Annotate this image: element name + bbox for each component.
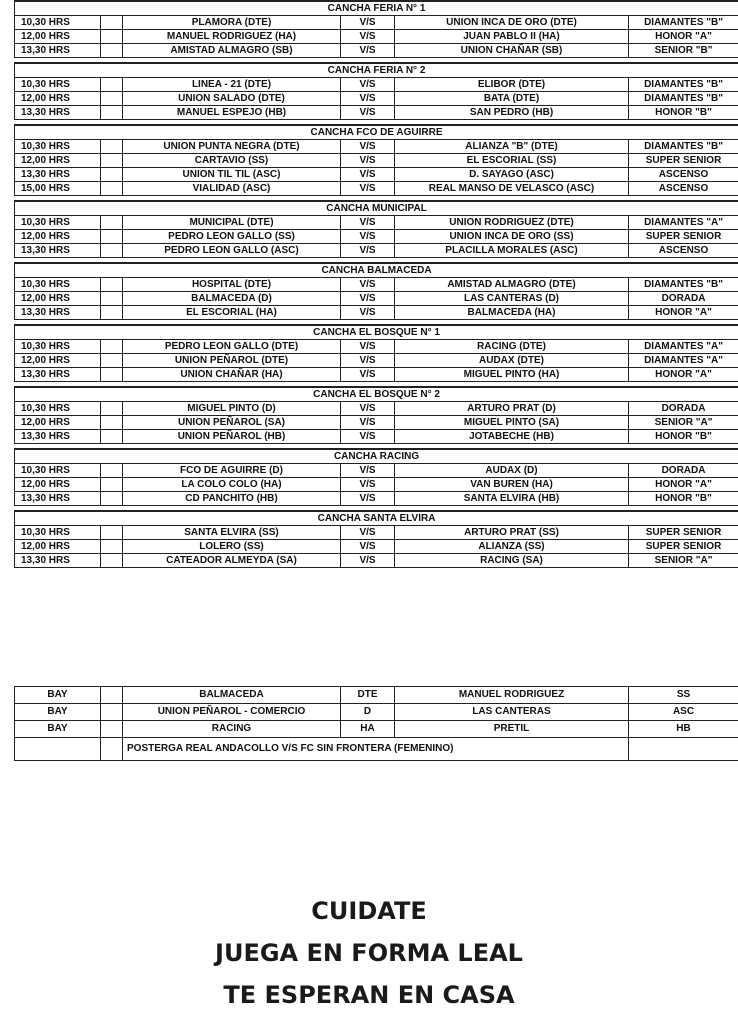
match-category: SENIOR "B" xyxy=(629,44,738,58)
versus-label: V/S xyxy=(341,292,395,306)
match-blank xyxy=(101,416,123,430)
match-category: HONOR "A" xyxy=(629,368,738,382)
match-category: SENIOR "A" xyxy=(629,554,738,568)
note-blank-1 xyxy=(15,738,101,761)
home-team: BALMACEDA (D) xyxy=(123,292,341,306)
match-time: 13,30 HRS xyxy=(15,554,101,568)
match-blank xyxy=(101,554,123,568)
match-time: 10,30 HRS xyxy=(15,278,101,292)
bay-category: HB xyxy=(629,721,738,738)
home-team: MUNICIPAL (DTE) xyxy=(123,216,341,230)
match-category: ASCENSO xyxy=(629,182,738,196)
versus-label: V/S xyxy=(341,478,395,492)
match-blank xyxy=(101,168,123,182)
match-time: 13,30 HRS xyxy=(15,44,101,58)
home-team: LOLERO (SS) xyxy=(123,540,341,554)
match-category: HONOR "B" xyxy=(629,430,738,444)
venue-title: CANCHA RACING xyxy=(15,449,738,464)
match-blank xyxy=(101,464,123,478)
venue-header-row xyxy=(15,201,738,216)
home-team: LA COLO COLO (HA) xyxy=(123,478,341,492)
match-row xyxy=(15,92,738,106)
match-row xyxy=(15,430,738,444)
match-category: SUPER SENIOR xyxy=(629,526,738,540)
bay-table xyxy=(14,686,738,761)
match-row xyxy=(15,216,738,230)
bay-row xyxy=(15,687,738,704)
versus-label: V/S xyxy=(341,464,395,478)
match-blank xyxy=(101,430,123,444)
home-team: CARTAVIO (SS) xyxy=(123,154,341,168)
match-category: DIAMANTES "B" xyxy=(629,78,738,92)
fixture-schedule xyxy=(14,0,738,568)
away-team: UNION INCA DE ORO (DTE) xyxy=(395,16,629,30)
bay-category: ASC xyxy=(629,704,738,721)
match-row xyxy=(15,416,738,430)
match-row xyxy=(15,540,738,554)
slogan-line-3: TE ESPERAN EN CASA xyxy=(223,981,515,1009)
match-blank xyxy=(101,540,123,554)
versus-label: V/S xyxy=(341,368,395,382)
match-time: 13,30 HRS xyxy=(15,368,101,382)
away-team: BATA (DTE) xyxy=(395,92,629,106)
home-team: UNION SALADO (DTE) xyxy=(123,92,341,106)
match-row xyxy=(15,140,738,154)
away-team: EL ESCORIAL (SS) xyxy=(395,154,629,168)
versus-label: V/S xyxy=(341,216,395,230)
match-time: 12,00 HRS xyxy=(15,478,101,492)
match-row xyxy=(15,354,738,368)
match-blank xyxy=(101,16,123,30)
versus-label: V/S xyxy=(341,168,395,182)
bay-opponent: PRETIL xyxy=(395,721,629,738)
away-team: MIGUEL PINTO (HA) xyxy=(395,368,629,382)
venue-title: CANCHA EL BOSQUE N° 2 xyxy=(15,387,738,402)
match-blank xyxy=(101,402,123,416)
venue-header-row xyxy=(15,387,738,402)
venue-header-row xyxy=(15,325,738,340)
venue-title: CANCHA MUNICIPAL xyxy=(15,201,738,216)
home-team: CATEADOR ALMEYDA (SA) xyxy=(123,554,341,568)
match-blank xyxy=(101,216,123,230)
versus-label: V/S xyxy=(341,154,395,168)
versus-label: V/S xyxy=(341,16,395,30)
versus-label: V/S xyxy=(341,244,395,258)
versus-label: V/S xyxy=(341,92,395,106)
venue-title: CANCHA FERIA N° 1 xyxy=(15,1,738,16)
away-team: AMISTAD ALMAGRO (DTE) xyxy=(395,278,629,292)
match-category: SUPER SENIOR xyxy=(629,154,738,168)
home-team: AMISTAD ALMAGRO (SB) xyxy=(123,44,341,58)
match-category: ASCENSO xyxy=(629,244,738,258)
match-category: SENIOR "A" xyxy=(629,416,738,430)
match-category: SUPER SENIOR xyxy=(629,540,738,554)
schedule-body xyxy=(15,1,738,568)
match-row xyxy=(15,278,738,292)
home-team: UNION PEÑAROL (HB) xyxy=(123,430,341,444)
match-row xyxy=(15,292,738,306)
bay-blank xyxy=(101,704,123,721)
match-blank xyxy=(101,340,123,354)
versus-label: V/S xyxy=(341,554,395,568)
venue-header-row xyxy=(15,263,738,278)
away-team: BALMACEDA (HA) xyxy=(395,306,629,320)
bay-opponent: LAS CANTERAS xyxy=(395,704,629,721)
match-category: DIAMANTES "B" xyxy=(629,16,738,30)
match-row xyxy=(15,154,738,168)
match-row xyxy=(15,526,738,540)
match-category: DORADA xyxy=(629,464,738,478)
match-category: DORADA xyxy=(629,292,738,306)
away-team: D. SAYAGO (ASC) xyxy=(395,168,629,182)
match-category: HONOR "B" xyxy=(629,106,738,120)
match-blank xyxy=(101,278,123,292)
match-time: 12,00 HRS xyxy=(15,292,101,306)
match-category: DORADA xyxy=(629,402,738,416)
versus-label: V/S xyxy=(341,526,395,540)
match-row xyxy=(15,478,738,492)
match-time: 13,30 HRS xyxy=(15,106,101,120)
home-team: CD PANCHITO (HB) xyxy=(123,492,341,506)
bay-team: RACING xyxy=(123,721,341,738)
venue-title: CANCHA SANTA ELVIRA xyxy=(15,511,738,526)
versus-label: V/S xyxy=(341,106,395,120)
match-time: 13,30 HRS xyxy=(15,430,101,444)
match-time: 12,00 HRS xyxy=(15,230,101,244)
home-team: UNION CHAÑAR (HA) xyxy=(123,368,341,382)
venue-header-row xyxy=(15,63,738,78)
match-blank xyxy=(101,526,123,540)
match-time: 12,00 HRS xyxy=(15,540,101,554)
home-team: PEDRO LEON GALLO (DTE) xyxy=(123,340,341,354)
schedule-table xyxy=(14,0,738,568)
match-blank xyxy=(101,140,123,154)
match-row xyxy=(15,368,738,382)
venue-header-row xyxy=(15,1,738,16)
venue-title: CANCHA EL BOSQUE N° 1 xyxy=(15,325,738,340)
away-team: ALIANZA (SS) xyxy=(395,540,629,554)
match-category: ASCENSO xyxy=(629,168,738,182)
match-row xyxy=(15,492,738,506)
match-category: HONOR "A" xyxy=(629,30,738,44)
bay-code: D xyxy=(341,704,395,721)
match-time: 10,30 HRS xyxy=(15,216,101,230)
home-team: FCO DE AGUIRRE (D) xyxy=(123,464,341,478)
home-team: MANUEL RODRIGUEZ (HA) xyxy=(123,30,341,44)
versus-label: V/S xyxy=(341,182,395,196)
match-blank xyxy=(101,292,123,306)
venue-header-row xyxy=(15,511,738,526)
match-row xyxy=(15,340,738,354)
venue-header-row xyxy=(15,449,738,464)
versus-label: V/S xyxy=(341,402,395,416)
match-time: 12,00 HRS xyxy=(15,30,101,44)
match-category: HONOR "A" xyxy=(629,478,738,492)
away-team: ARTURO PRAT (D) xyxy=(395,402,629,416)
away-team: RACING (SA) xyxy=(395,554,629,568)
match-time: 12,00 HRS xyxy=(15,354,101,368)
bay-code: DTE xyxy=(341,687,395,704)
match-time: 13,30 HRS xyxy=(15,492,101,506)
match-blank xyxy=(101,154,123,168)
match-blank xyxy=(101,244,123,258)
away-team: VAN BUREN (HA) xyxy=(395,478,629,492)
match-row xyxy=(15,554,738,568)
away-team: MIGUEL PINTO (SA) xyxy=(395,416,629,430)
home-team: MIGUEL PINTO (D) xyxy=(123,402,341,416)
home-team: LINEA - 21 (DTE) xyxy=(123,78,341,92)
versus-label: V/S xyxy=(341,354,395,368)
versus-label: V/S xyxy=(341,430,395,444)
match-time: 15,00 HRS xyxy=(15,182,101,196)
match-time: 12,00 HRS xyxy=(15,154,101,168)
away-team: LAS CANTERAS (D) xyxy=(395,292,629,306)
home-team: PEDRO LEON GALLO (SS) xyxy=(123,230,341,244)
venue-title: CANCHA FERIA N° 2 xyxy=(15,63,738,78)
match-row xyxy=(15,78,738,92)
match-category: DIAMANTES "A" xyxy=(629,216,738,230)
bay-opponent: MANUEL RODRIGUEZ xyxy=(395,687,629,704)
away-team: REAL MANSO DE VELASCO (ASC) xyxy=(395,182,629,196)
match-blank xyxy=(101,368,123,382)
match-time: 12,00 HRS xyxy=(15,92,101,106)
match-row xyxy=(15,464,738,478)
match-blank xyxy=(101,354,123,368)
match-blank xyxy=(101,182,123,196)
match-row xyxy=(15,230,738,244)
home-team: MANUEL ESPEJO (HB) xyxy=(123,106,341,120)
postponement-row xyxy=(15,738,738,761)
away-team: UNION CHAÑAR (SB) xyxy=(395,44,629,58)
match-category: HONOR "B" xyxy=(629,492,738,506)
match-row xyxy=(15,306,738,320)
match-blank xyxy=(101,492,123,506)
match-row xyxy=(15,182,738,196)
home-team: PEDRO LEON GALLO (ASC) xyxy=(123,244,341,258)
versus-label: V/S xyxy=(341,230,395,244)
match-time: 10,30 HRS xyxy=(15,78,101,92)
away-team: PLACILLA MORALES (ASC) xyxy=(395,244,629,258)
home-team: VIALIDAD (ASC) xyxy=(123,182,341,196)
bay-row xyxy=(15,721,738,738)
bay-label: BAY xyxy=(15,704,101,721)
away-team: RACING (DTE) xyxy=(395,340,629,354)
bay-team: BALMACEDA xyxy=(123,687,341,704)
versus-label: V/S xyxy=(341,78,395,92)
bay-row xyxy=(15,704,738,721)
versus-label: V/S xyxy=(341,540,395,554)
match-time: 10,30 HRS xyxy=(15,16,101,30)
bay-blank xyxy=(101,687,123,704)
match-blank xyxy=(101,30,123,44)
bay-category: SS xyxy=(629,687,738,704)
away-team: ALIANZA "B" (DTE) xyxy=(395,140,629,154)
match-time: 13,30 HRS xyxy=(15,168,101,182)
match-time: 10,30 HRS xyxy=(15,340,101,354)
bay-body xyxy=(15,687,738,761)
home-team: SANTA ELVIRA (SS) xyxy=(123,526,341,540)
slogan xyxy=(0,890,738,1016)
bay-code: HA xyxy=(341,721,395,738)
away-team: ELIBOR (DTE) xyxy=(395,78,629,92)
away-team: SAN PEDRO (HB) xyxy=(395,106,629,120)
versus-label: V/S xyxy=(341,44,395,58)
venue-header-row xyxy=(15,125,738,140)
match-category: HONOR "A" xyxy=(629,306,738,320)
away-team: UNION RODRIGUEZ (DTE) xyxy=(395,216,629,230)
match-blank xyxy=(101,478,123,492)
match-category: SUPER SENIOR xyxy=(629,230,738,244)
match-row xyxy=(15,44,738,58)
match-time: 10,30 HRS xyxy=(15,464,101,478)
match-row xyxy=(15,30,738,44)
match-category: DIAMANTES "B" xyxy=(629,278,738,292)
away-team: UNION INCA DE ORO (SS) xyxy=(395,230,629,244)
match-row xyxy=(15,16,738,30)
slogan-line-2: JUEGA EN FORMA LEAL xyxy=(215,939,523,967)
match-row xyxy=(15,168,738,182)
home-team: PLAMORA (DTE) xyxy=(123,16,341,30)
match-time: 13,30 HRS xyxy=(15,244,101,258)
match-blank xyxy=(101,306,123,320)
away-team: AUDAX (DTE) xyxy=(395,354,629,368)
slogan-line-1: CUIDATE xyxy=(311,897,427,925)
match-category: DIAMANTES "A" xyxy=(629,354,738,368)
match-time: 13,30 HRS xyxy=(15,306,101,320)
away-team: SANTA ELVIRA (HB) xyxy=(395,492,629,506)
match-category: DIAMANTES "A" xyxy=(629,340,738,354)
match-blank xyxy=(101,106,123,120)
home-team: UNION PUNTA NEGRA (DTE) xyxy=(123,140,341,154)
match-row xyxy=(15,106,738,120)
versus-label: V/S xyxy=(341,306,395,320)
match-row xyxy=(15,402,738,416)
match-row xyxy=(15,244,738,258)
bay-label: BAY xyxy=(15,721,101,738)
match-category: DIAMANTES "B" xyxy=(629,140,738,154)
venue-title: CANCHA FCO DE AGUIRRE xyxy=(15,125,738,140)
home-team: HOSPITAL (DTE) xyxy=(123,278,341,292)
match-blank xyxy=(101,230,123,244)
versus-label: V/S xyxy=(341,140,395,154)
home-team: UNION TIL TIL (ASC) xyxy=(123,168,341,182)
bay-label: BAY xyxy=(15,687,101,704)
match-blank xyxy=(101,44,123,58)
versus-label: V/S xyxy=(341,492,395,506)
home-team: UNION PEÑAROL (SA) xyxy=(123,416,341,430)
versus-label: V/S xyxy=(341,340,395,354)
note-blank-2 xyxy=(101,738,123,761)
away-team: ARTURO PRAT (SS) xyxy=(395,526,629,540)
away-team: AUDAX (D) xyxy=(395,464,629,478)
away-team: JUAN PABLO II (HA) xyxy=(395,30,629,44)
home-team: UNION PEÑAROL (DTE) xyxy=(123,354,341,368)
versus-label: V/S xyxy=(341,30,395,44)
match-blank xyxy=(101,78,123,92)
venue-title: CANCHA BALMACEDA xyxy=(15,263,738,278)
note-blank-3 xyxy=(629,738,738,761)
versus-label: V/S xyxy=(341,278,395,292)
match-blank xyxy=(101,92,123,106)
bay-team: UNION PEÑAROL - COMERCIO xyxy=(123,704,341,721)
match-time: 12,00 HRS xyxy=(15,416,101,430)
bay-section xyxy=(14,686,738,761)
away-team: JOTABECHE (HB) xyxy=(395,430,629,444)
match-time: 10,30 HRS xyxy=(15,402,101,416)
versus-label: V/S xyxy=(341,416,395,430)
home-team: EL ESCORIAL (HA) xyxy=(123,306,341,320)
match-category: DIAMANTES "B" xyxy=(629,92,738,106)
postponement-note: POSTERGA REAL ANDACOLLO V/S FC SIN FRONTERA (FEMENINO) xyxy=(123,738,629,761)
match-time: 10,30 HRS xyxy=(15,526,101,540)
bay-blank xyxy=(101,721,123,738)
match-time: 10,30 HRS xyxy=(15,140,101,154)
